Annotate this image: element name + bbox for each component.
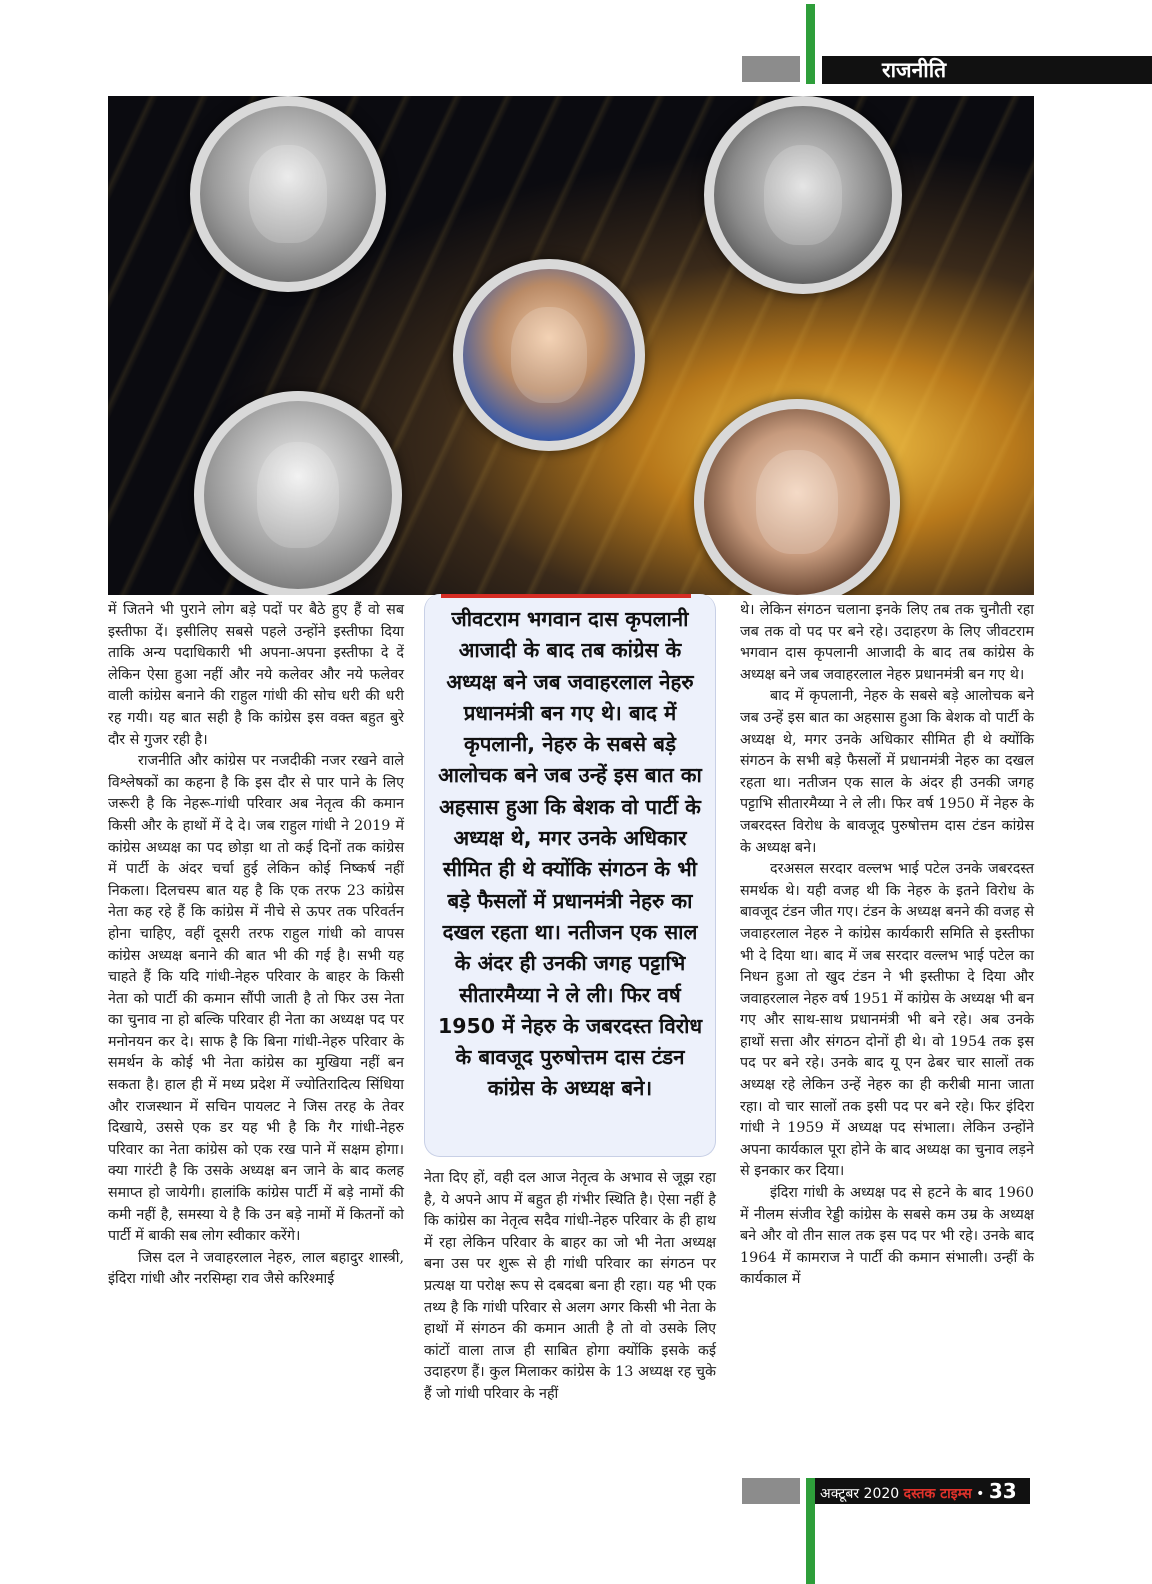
- article-column-3: [740, 600, 1034, 1291]
- hero-image: [108, 96, 1034, 595]
- section-label: राजनीति: [822, 56, 1152, 84]
- portrait-sonia-gandhi: [694, 399, 900, 595]
- footer-gray-block: [742, 1478, 800, 1504]
- paragraph: इंदिरा गांधी के अध्यक्ष पद से हटने के बाद 1960 में नीलम संजीव रेड्डी कांग्रेस के सबसे कम उम्र के अध्यक्ष बने और वो तीन साल तक इस पद पर भी रहे। उनके बाद 1964 में कामराज ने पार्टी की कमान संभाली। उन्हीं के कार्यकाल में: [740, 1185, 1034, 1288]
- paragraph: दरअसल सरदार वल्लभ भाई पटेल उनके जबरदस्त समर्थक थे। यही वजह थी कि नेहरु के इतने विरोध के बावजूद टंडन जीत गए। टंडन के अध्यक्ष बनने की वजह से जवाहरलाल नेहरु ने कांग्रेस कार्यकारी समिति से इस्तीफा भी दे दिया था। बाद में जब सरदार वल्लभ भाई पटेल का निधन हुआ तो खुद टंडन ने भी इस्तीफा दे दिया और जवाहरलाल नेहरु वर्ष 1951 में कांग्रेस के अध्यक्ष भी बन गए और साथ-साथ प्रधानमंत्री भी बने रहे। अब उनके हाथों सत्ता और संगठन दोनों ही थे। वो 1954 तक इस पद पर बने रहे। उनके बाद यू एन ढेबर चार सालों तक अध्यक्ष रहे लेकिन उन्हें नेहरु का ही करीबी माना जाता रहा। वो चार सालों तक इसी पद पर बने रहे। फिर इंदिरा गांधी ने 1959 में अध्यक्ष पद संभाला। लेकिन उन्होंने अपना कार्यकाल पूरा होने के बाद अध्यक्ष का चुनाव लड़ने से इनकार कर दिया।: [740, 861, 1034, 1180]
- paragraph: बाद में कृपलानी, नेहरु के सबसे बड़े आलोचक बने जब उन्हें इस बात का अहसास हुआ कि बेशक वो पार्टी के अध्यक्ष थे, मगर उनके अधिकार सीमित ही थे क्योंकि संगठन के सभी बड़े फैसलों में प्रधानमंत्री नेहरु का दखल रहता था। नतीजन एक साल के अंदर ही उनकी जगह पट्टाभि सीतारमैय्या ने ले ली। फिर वर्ष 1950 में नेहरु के जबरदस्त विरोध के बावजूद पुरुषोत्तम दास टंडन कांग्रेस के अध्यक्ष बने।: [740, 688, 1034, 856]
- paragraph: राजनीति और कांग्रेस पर नजदीकी नजर रखने वाले विश्लेषकों का कहना है कि इस दौर से पार पाने के लिए जरूरी है कि नेहरू-गांधी परिवार अब नेतृत्व की कमान किसी और के हाथों में दे दे। जब राहुल गांधी ने 2019 में कांग्रेस अध्यक्ष का पद छोड़ा था तो कई दिनों तक कांग्रेस में पार्टी के अंदर चर्चा हुई लेकिन कोई निष्कर्ष नहीं निकला। दिलचस्प बात यह है कि एक तरफ 23 कांग्रेस नेता कह रहे हैं कि कांग्रेस में नीचे से ऊपर तक परिवर्तन होना चाहिए, वहीं दूसरी तरफ राहुल गांधी को वापस कांग्रेस अध्यक्ष बनाने की बात भी की गई है। सभी यह चाहते हैं कि यदि गांधी-नेहरु परिवार के बाहर के किसी नेता को पार्टी की कमान सौंपी जाती है तो फिर उस नेता का चुनाव ना हो बल्कि परिवार ही नेता का अध्यक्ष पद पर मनोनयन कर दे। साफ है कि बिना गांधी-नेहरु परिवार के समर्थन के कोई भी नेता कांग्रेस का मुखिया नहीं बन सकता है। हाल ही में मध्य प्रदेश में ज्योतिरादित्य सिंधिया और राजस्थान में सचिन पायलट ने जिस तरह के तेवर दिखाये, उससे एक डर यह भी है कि गैर गांधी-नेहरु परिवार का नेता कांग्रेस को एक रख पाने में सक्षम होगा। क्या गारंटी है कि उसके अध्यक्ष बन जाने के बाद कलह समाप्त हो जायेगी। हालांकि कांग्रेस पार्टी में बड़े नामों की कमी नहीं है, समस्या ये है कि उन बड़े नामों में कितनों को पार्टी में बाकी सब लोग स्वीकार करेंगे।: [108, 753, 404, 1245]
- portrait-indira-gandhi: [704, 96, 902, 294]
- paragraph: थे। लेकिन संगठन चलाना इनके लिए तब तक चुनौती रहा जब तक वो पद पर बने रहे। उदाहरण के लिए जीवटराम भगवान दास कृपलानी आजादी के बाद तब कांग्रेस के अध्यक्ष बने जब जवाहरलाल नेहरु प्रधानमंत्री बन गए थे।: [740, 602, 1034, 683]
- portrait-rajiv-gandhi: [194, 391, 402, 595]
- paragraph: नेता दिए हों, वही दल आज नेतृत्व के अभाव से जूझ रहा है, ये अपने आप में बहुत ही गंभीर स्थिति है। ऐसा नहीं है कि कांग्रेस का नेतृत्व सदैव गांधी-नेहरु परिवार के ही हाथ में रहा लेकिन परिवार के बाहर का जो भी नेता अध्यक्ष बना उस पर शुरू से ही गांधी परिवार का संगठन पर प्रत्यक्ष या परोक्ष रूप से दबदबा बना ही रहा। यह भी एक तथ्य है कि गांधी परिवार से अलग अगर किसी भी नेता के हाथों में संगठन की कमान आती है तो वो उसके लिए कांटों वाला ताज ही साबित होगा क्योंकि इसके कई उदाहरण हैं। कुल मिलाकर कांग्रेस के 13 अध्यक्ष रह चुके हैं जो गांधी परिवार के नहीं: [424, 1170, 716, 1402]
- header-green-bar: [806, 4, 815, 84]
- pull-quote-accent-bar: [441, 594, 691, 598]
- portrait-nehru: [190, 96, 386, 292]
- magazine-logo: दस्तक टाइम्स: [903, 1486, 972, 1502]
- bullet: •: [976, 1486, 985, 1502]
- header-gray-block: [742, 56, 800, 82]
- page-number: 33: [988, 1479, 1017, 1503]
- paragraph: जिस दल ने जवाहरलाल नेहरु, लाल बहादुर शास्त्री, इंदिरा गांधी और नरसिम्हा राव जैसे करिश्माई: [108, 1249, 404, 1288]
- footer-bar: [814, 1478, 1030, 1504]
- paragraph: में जितने भी पुराने लोग बड़े पदों पर बैठे हुए हैं वो सब इस्तीफा दें। इसीलिए सबसे पहले उन्होंने इस्तीफा दिया ताकि अन्य पदाधिकारी भी अपना-अपना इस्तीफा दे दें लेकिन ऐसा हुआ नहीं और नये कलेवर और नये फलेवर वाली कांग्रेस बनाने की राहुल गांधी की सोच धरी की धरी रह गयी। यह बात सही है कि कांग्रेस इस वक्त बहुत बुरे दौर से गुजर रही है।: [108, 602, 404, 748]
- pull-quote: जीवटराम भगवान दास कृपलानी आजादी के बाद तब कांग्रेस के अध्यक्ष बने जब जवाहरलाल नेहरु प्रधानमंत्री बन गए थे। बाद में कृपलानी, नेहरु के सबसे बड़े आलोचक बने जब उन्हें इस बात का अहसास हुआ कि बेशक वो पार्टी के अध्यक्ष थे, मगर उनके अधिकार सीमित ही थे क्योंकि संगठन के भी बड़े फैसलों में प्रधानमंत्री नेहरु का दखल रहता था। नतीजन एक साल के अंदर ही उनकी जगह पट्टाभि सीतारमैय्या ने ले ली। फिर वर्ष 1950 में नेहरु के जबरदस्त विरोध के बावजूद पुरुषोत्तम दास टंडन कांग्रेस के अध्यक्ष बने।: [424, 594, 716, 1157]
- article-column-2: [424, 1168, 716, 1406]
- issue-date: अक्टूबर 2020: [820, 1486, 900, 1502]
- footer-green-bar: [806, 1478, 815, 1584]
- portrait-rahul-gandhi: [453, 259, 645, 451]
- article-column-1: [108, 600, 404, 1291]
